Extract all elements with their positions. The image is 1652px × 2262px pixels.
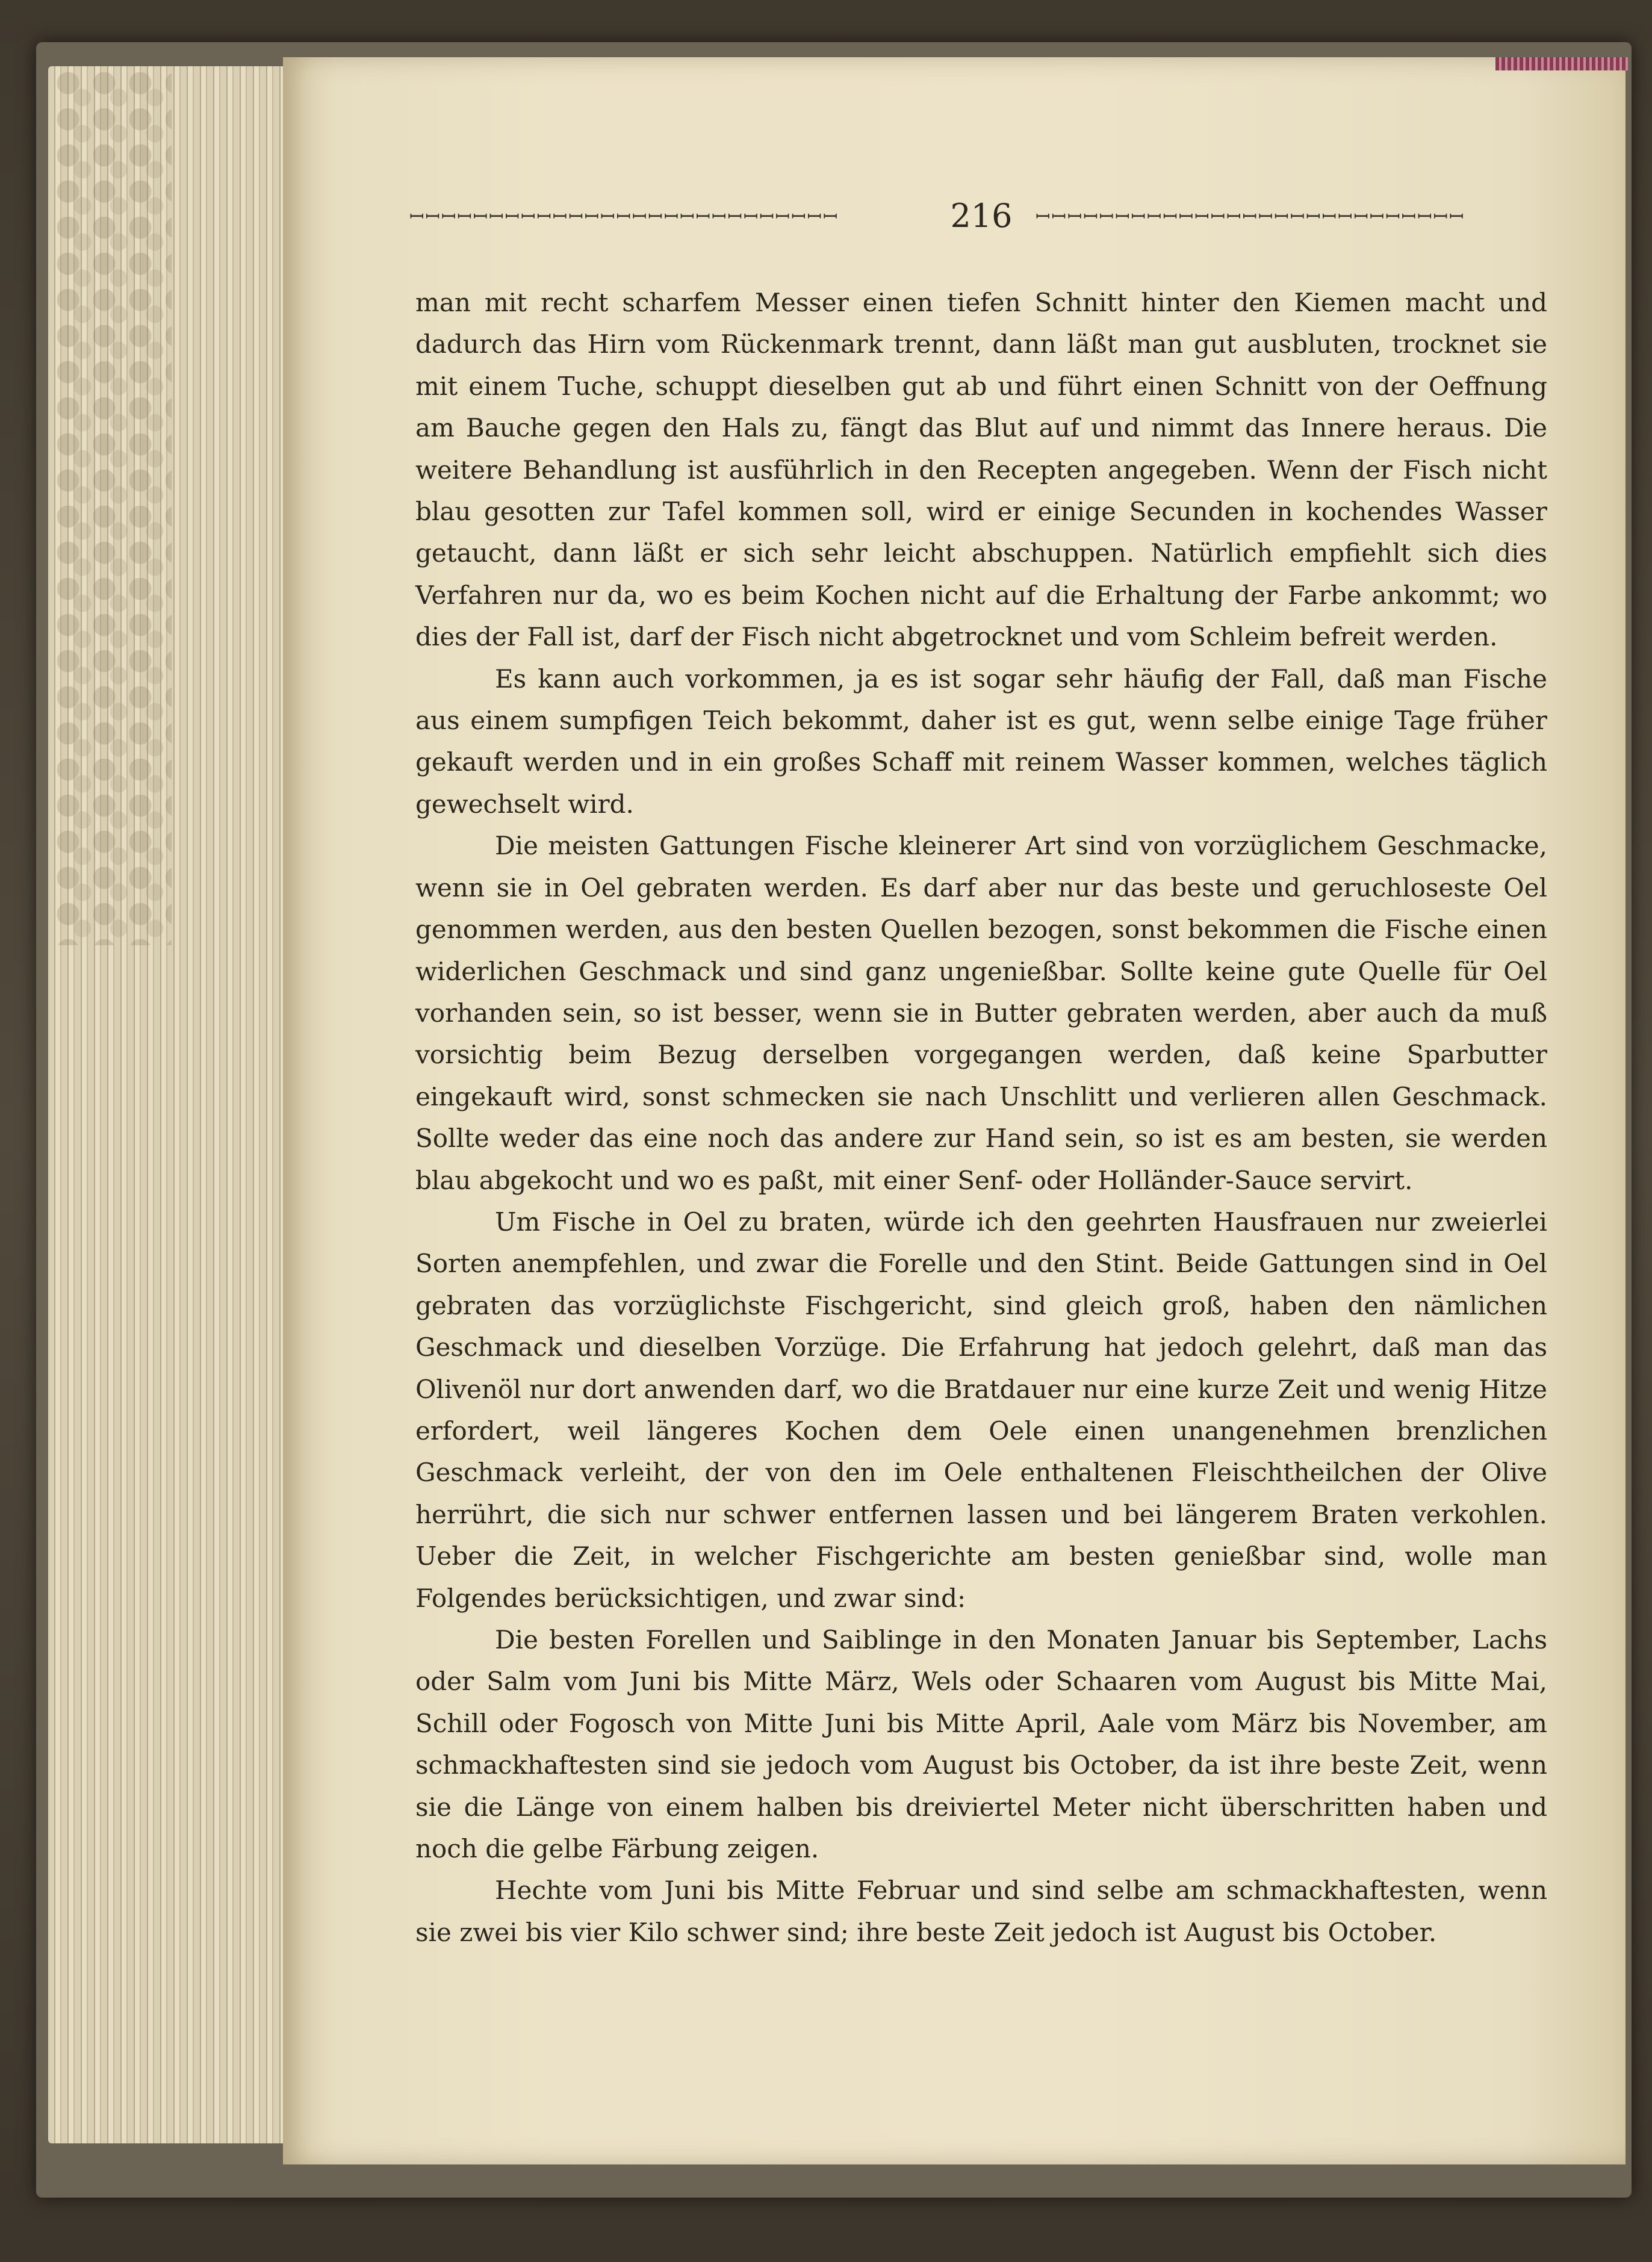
paragraph: Es kann auch vorkommen, ja es ist sogar sehr häufig der Fall, daß man Fische aus einem sumpfigen Teich bekommt, daher ist es gut, wenn selbe einige Tage früher gekauft werden und in ein großes Schaff mit reinem Wasser kommen, welches täglich gewechselt wird.: [415, 663, 1547, 819]
marbled-edge-pattern: [57, 72, 172, 945]
header-ornament-right: ꟷꟷꟷꟷꟷꟷꟷꟷꟷꟷꟷꟷꟷꟷꟷꟷꟷꟷꟷꟷꟷꟷꟷꟷꟷꟷꟷ: [1035, 206, 1465, 228]
paragraph: Um Fische in Oel zu braten, würde ich den geehrten Hausfrauen nur zweierlei Sorten anempfehlen, und zwar die Forelle und den Stint. Beide Gattungen sind in Oel gebraten das vorzüglichste Fischgericht, sind gleich groß, haben den nämlichen Geschmack und dieselben Vorzüge. Die Erfahrung hat jedoch gelehrt, daß man das Olivenöl nur dort anwenden darf, wo die Bratdauer nur eine kurze Zeit und wenig Hitze erfordert, weil längeres Kochen dem Oele einen unangenehmen brenzlichen Geschmack verleiht, der von den im Oele enthaltenen Fleischtheilchen der Olive herrührt, die sich nur schwer entfernen lassen und bei längerem Braten verkohlen. Ueber die Zeit, in welcher Fischgerichte am besten genießbar sind, wolle man Folgendes berücksichtigen, und zwar sind:: [415, 1207, 1547, 1613]
header-ornament-left: ꟷꟷꟷꟷꟷꟷꟷꟷꟷꟷꟷꟷꟷꟷꟷꟷꟷꟷꟷꟷꟷꟷꟷꟷꟷꟷꟷ: [409, 206, 839, 228]
paragraph: Hechte vom Juni bis Mitte Februar und sind selbe am schmackhaftesten, wenn sie zwei bis vier Kilo schwer sind; ihre beste Zeit jedoch ist August bis October.: [415, 1875, 1547, 1947]
page-number: 216: [950, 196, 1013, 235]
running-header: [409, 191, 1553, 240]
page-body: [415, 282, 1547, 1953]
paragraph: Die besten Forellen und Saiblinge in den Monaten Januar bis September, Lachs oder Salm vom Juni bis Mitte März, Wels oder Schaaren vom August bis Mitte Mai, Schill oder Fogosch von Mitte Juni bis Mitte April, Aale vom März bis November, am schmackhaftesten sind sie jedoch vom August bis October, da ist ihre beste Zeit, wenn sie die Länge von einem halben bis dreiviertel Meter nicht überschritten haben und noch die gelbe Färbung zeigen.: [415, 1625, 1547, 1864]
paragraph: Die meisten Gattungen Fische kleinerer Art sind von vorzüglichem Geschmacke, wenn sie in Oel gebraten werden. Es darf aber nur das beste und geruchloseste Oel genommen werden, aus den besten Quellen bezogen, sonst bekommen die Fische einen widerlichen Geschmack und sind ganz ungenießbar. Sollte keine gute Quelle für Oel vorhanden sein, so ist besser, wenn sie in Butter gebraten werden, aber auch da muß vorsichtig beim Bezug derselben vorgegangen werden, daß keine Sparbutter eingekauft wird, sonst schmecken sie nach Unschlitt und verlieren allen Geschmack. Sollte weder das eine noch das andere zur Hand sein, so ist es am besten, sie werden blau abgekocht und wo es paßt, mit einer Senf- oder Holländer-Sauce servirt.: [415, 831, 1547, 1195]
paragraph: man mit recht scharfem Messer einen tiefen Schnitt hinter den Kiemen macht und dadurch das Hirn vom Rückenmark trennt, dann läßt man gut ausbluten, trocknet sie mit einem Tuche, schuppt dieselben gut ab und führt einen Schnitt von der Oeffnung am Bauche gegen den Hals zu, fängt das Blut auf und nimmt das Innere heraus. Die weitere Behandlung ist ausführlich in den Recepten angegeben. Wenn der Fisch nicht blau gesotten zur Tafel kommen soll, wird er einige Secunden in kochendes Wasser getaucht, dann läßt er sich sehr leicht abschuppen. Natürlich empfiehlt sich dies Verfahren nur da, wo es beim Kochen nicht auf die Erhaltung der Farbe ankommt; wo dies der Fall ist, darf der Fisch nicht abgetrocknet und vom Schleim befreit werden.: [415, 288, 1547, 652]
bookmark-ribbon: [1495, 57, 1628, 70]
